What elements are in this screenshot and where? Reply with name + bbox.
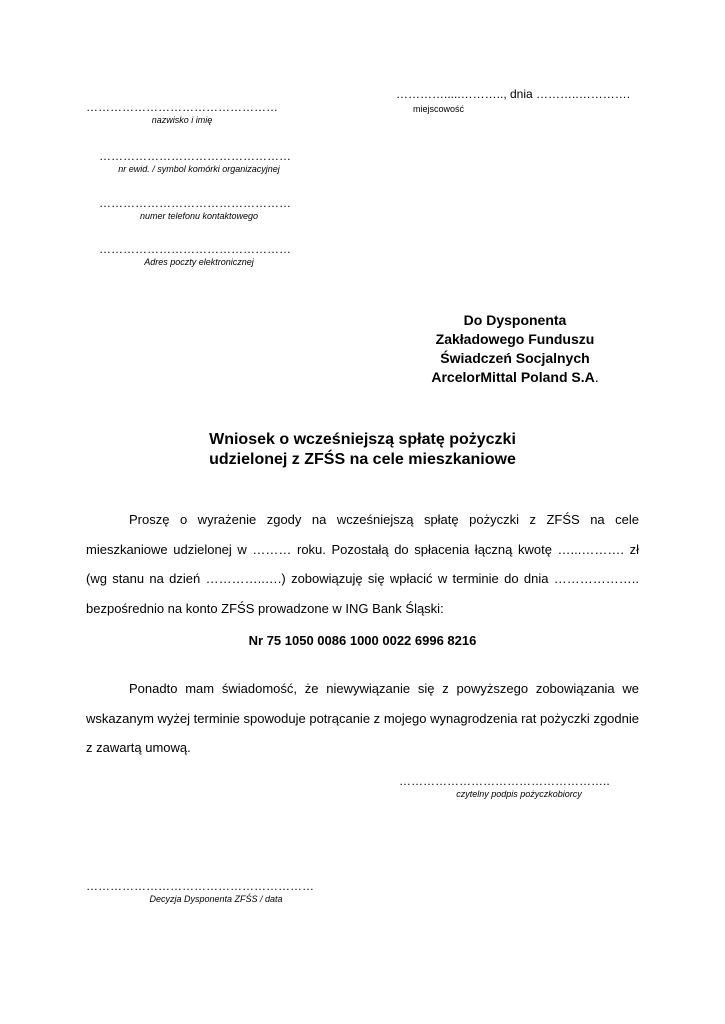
acknowledgement-paragraph: Ponadto mam świadomość, że niewywiązanie się z powyższego zobowiązania we wskazanym wyżej terminie spowoduje potrącanie z mojego wynagrodzenia rat pożyczki zgodnie z zawartą umową. — [86, 681, 639, 755]
addressee-line-1: Do Dysponenta — [463, 312, 567, 328]
title-line-2: udzielonej z ZFŚS na cele mieszkaniowe — [209, 451, 516, 468]
place-caption: miejscowość — [413, 104, 465, 114]
addressee-company: ArcelorMittal Poland S.A — [431, 369, 595, 385]
phone-dots: ………………………………………… — [99, 196, 291, 210]
addressee-line-2: Zakładowego Funduszu — [435, 331, 595, 347]
document-title — [0, 430, 725, 470]
signature-dots: …………………………………………….. — [399, 774, 610, 788]
email-field — [99, 242, 299, 267]
applicant-name-field — [86, 100, 286, 125]
applicant-name-dots: ………………………………………… — [86, 100, 278, 114]
addressee-line-3: Świadczeń Socjalnych — [440, 350, 590, 366]
decision-dots: ………………………………………………… — [86, 879, 314, 893]
title-line-1: Wniosek o wcześniejszą spłatę pożyczki — [209, 431, 516, 448]
phone-field — [99, 196, 299, 221]
addressee-company-period: . — [594, 369, 599, 385]
addressee-block — [395, 311, 635, 387]
employee-id-caption: nr ewid. / symbol komórki organizacyjnej — [118, 164, 280, 174]
place-date-field: ………….....……….., dnia ………..…………. — [396, 87, 631, 101]
email-caption: Adres poczty elektronicznej — [144, 257, 254, 267]
addressee-line-4 — [395, 368, 635, 387]
applicant-name-caption: nazwisko i imię — [151, 115, 213, 125]
employee-id-dots: ………………………………………… — [99, 149, 291, 163]
phone-caption: numer telefonu kontaktowego — [139, 211, 259, 221]
email-dots: ………………………………………… — [99, 242, 291, 256]
decision-caption: Decyzja Dysponenta ZFŚS / data — [149, 894, 283, 904]
bank-account-number: Nr 75 1050 0086 1000 0022 6996 8216 — [248, 633, 477, 648]
request-paragraph: Proszę o wyrażenie zgody na wcześniejszą spłatę pożyczki z ZFŚS na cele mieszkaniowe udzielonej w ……… roku. Pozostałą do spłacenia łączną kwotę …...………. zł (wg stanu na dzień …………..….) zobowiązuję się wpłacić w terminie do dnia ……………….. bezpośrednio na konto ZFŚS prowadzone w ING Bank Śląski: — [86, 512, 639, 616]
employee-id-field — [99, 149, 299, 174]
signature-caption: czytelny podpis pożyczkobiorcy — [456, 789, 582, 799]
